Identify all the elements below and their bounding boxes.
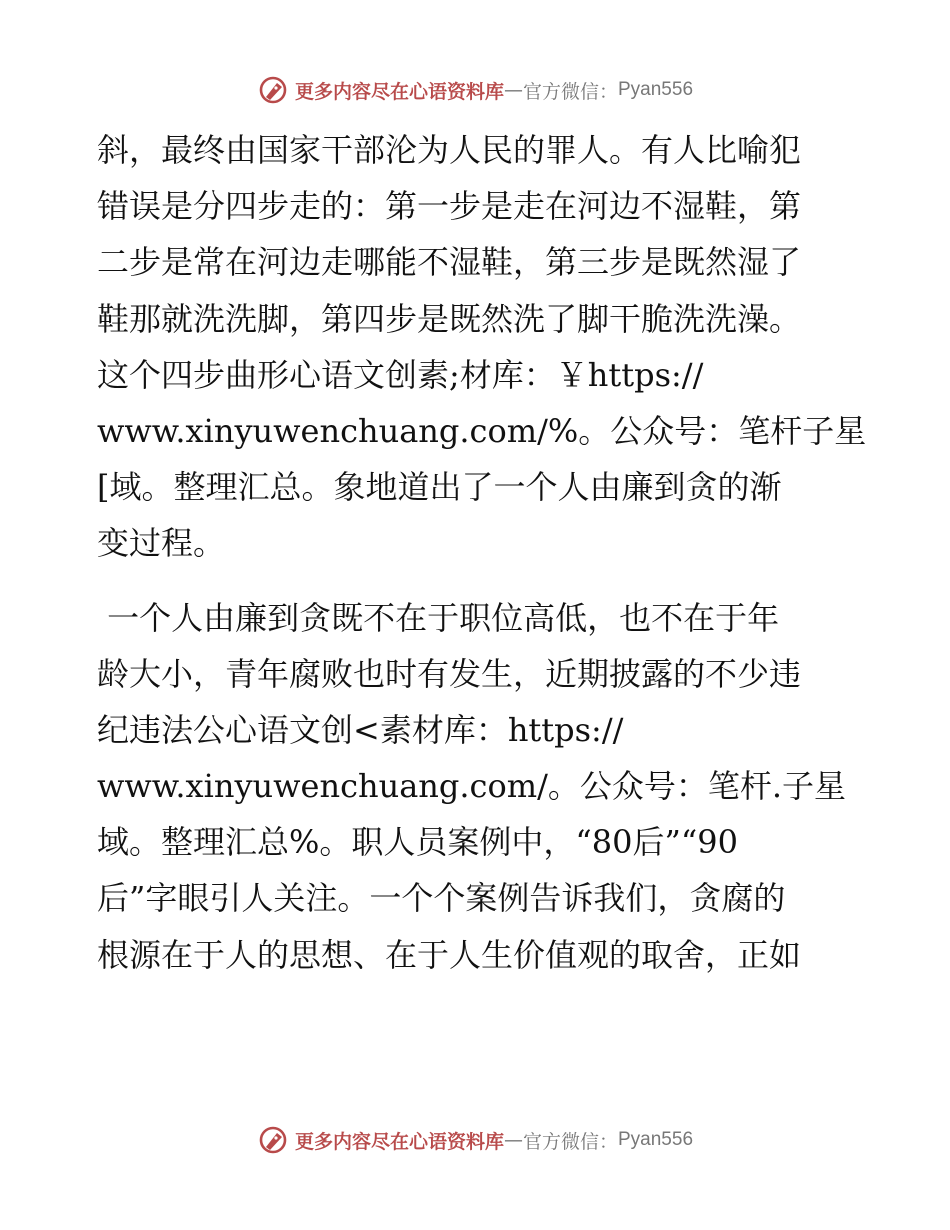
text-line: 龄大小，青年腐败也时有发生，近期披露的不少违 xyxy=(97,654,802,693)
text-line: 根源在于人的思想、在于人生价值观的取舍，正如 xyxy=(97,935,802,974)
text-line: 这个四步曲形心语文创素;材库：￥https:// xyxy=(97,355,704,394)
footer-dash: — xyxy=(503,1129,523,1151)
text-line: 域。整理汇总%。职人员案例中，“80后”“90 xyxy=(97,823,738,862)
text-line: 一个人由廉到贪既不在于职位高低，也不在于年 xyxy=(97,598,780,637)
footer-brand-text: 更多内容尽在心语资料库 xyxy=(294,1130,504,1153)
text-line: 变过程。 xyxy=(97,524,226,563)
text-line: 后”字眼引人关注。一个个案例告诉我们，贪腐的 xyxy=(97,879,786,918)
text-line: 鞋那就洗洗脚，第四步是既然洗了脚干脆洗洗澡。 xyxy=(97,299,802,338)
header-brand-text: 更多内容尽在心语资料库 xyxy=(294,80,504,103)
text-line: www.xinyuwenchuang.com/%。公众号：笔杆子星 xyxy=(97,411,867,450)
text-line: 二步是常在河边走哪能不湿鞋，第三步是既然湿了 xyxy=(97,243,802,282)
paragraph-2 xyxy=(97,590,857,983)
text-line: [域。整理汇总。象地道出了一个人由廉到贪的渐 xyxy=(97,468,782,507)
header-contact-label: 官方微信： xyxy=(522,80,618,103)
footer-banner xyxy=(0,1120,950,1160)
text-line: 错误是分四步走的：第一步是走在河边不湿鞋，第 xyxy=(97,187,802,226)
pen-nib-circle-logo-icon xyxy=(257,1124,289,1156)
paragraph-1 xyxy=(97,122,867,572)
document-body xyxy=(97,122,867,983)
pen-nib-circle-logo-icon xyxy=(257,74,289,106)
header-dash: — xyxy=(503,79,523,101)
text-line: 斜，最终由国家干部沦为人民的罪人。有人比喻犯 xyxy=(97,131,802,169)
text-line: www.xinyuwenchuang.com/。公众号：笔杆.子星 xyxy=(97,767,847,806)
header-banner xyxy=(0,70,950,110)
footer-contact-id: Pyan556 xyxy=(618,1129,694,1150)
footer-contact-label: 官方微信： xyxy=(522,1130,618,1153)
text-line: 纪违法公心语文创<素材库：https:// xyxy=(97,710,624,749)
header-contact-id: Pyan556 xyxy=(618,79,694,100)
